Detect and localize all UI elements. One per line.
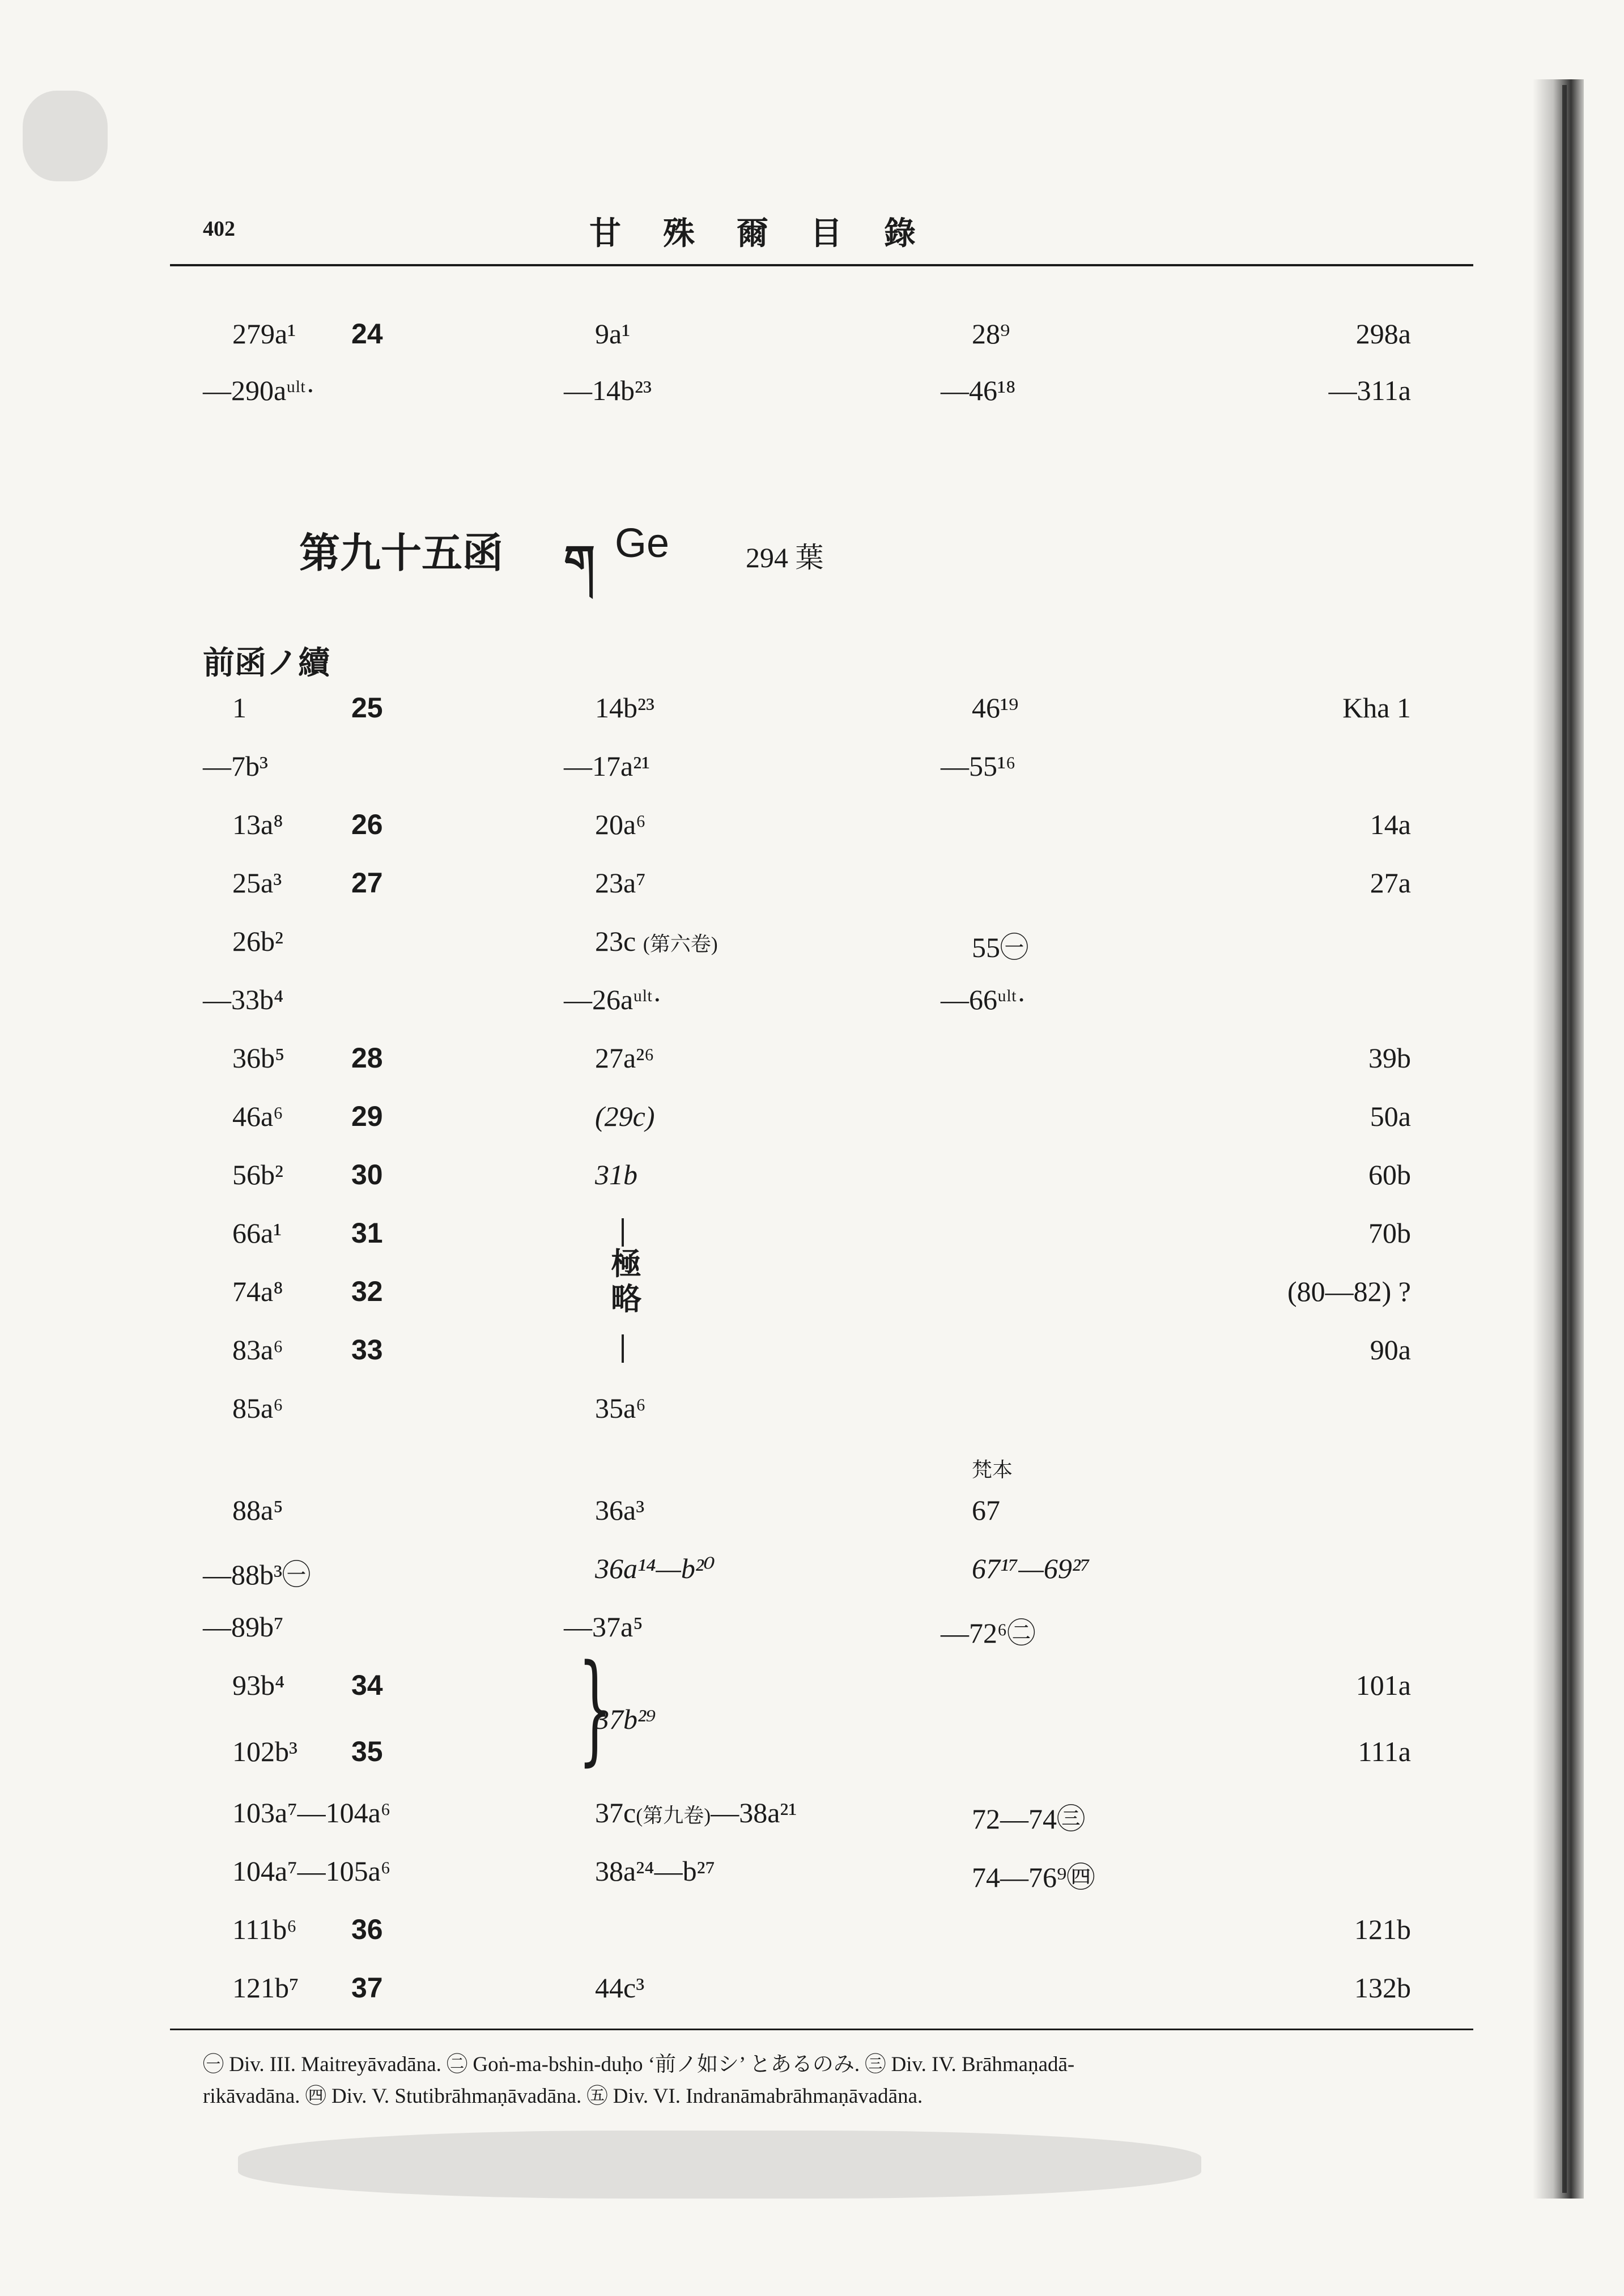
tibetan-letter: ག <box>564 537 595 586</box>
brace-reference: 37b²⁹ <box>595 1703 656 1735</box>
row-col5: 111a <box>1358 1736 1411 1767</box>
row-col1: 85a⁶ <box>232 1392 283 1424</box>
row-col4: 74—76⁹㊃ <box>972 1861 1095 1893</box>
row-col1: 25a³ <box>232 867 282 899</box>
row-col2: 35 <box>351 1736 383 1767</box>
row-col3-value: 37c <box>595 1797 636 1829</box>
row-col3: 31b <box>595 1159 637 1190</box>
page-number: 402 <box>203 217 235 241</box>
header-rule <box>170 264 1473 266</box>
row-col3: —37a⁵ <box>564 1611 643 1643</box>
row-col3 <box>595 1796 797 1829</box>
row-col5: 90a <box>1370 1334 1411 1366</box>
top-row-1-col3: 9a¹ <box>595 318 631 350</box>
row-col2: 37 <box>351 1972 383 2004</box>
row-col3 <box>595 925 718 958</box>
running-header: 甘 殊 爾 目 錄 <box>589 216 933 252</box>
row-col1: 103a⁷—104a⁶ <box>232 1797 391 1829</box>
row-col3: 20a⁶ <box>595 809 646 840</box>
row-col3: 23a⁷ <box>595 867 646 899</box>
row-col1: 56b² <box>232 1159 283 1190</box>
top-row-1-col2: 24 <box>351 318 383 350</box>
row-col3: 35a⁶ <box>595 1392 646 1424</box>
row-col5: 70b <box>1368 1217 1411 1249</box>
row-col5: (80—82) ? <box>1287 1275 1411 1307</box>
subtitle: 前函ノ續 <box>203 646 330 681</box>
top-row-1-col4: 28⁹ <box>972 318 1010 350</box>
row-col5: 39b <box>1368 1042 1411 1074</box>
row-col3: 36a³ <box>595 1494 645 1526</box>
row-col1: 111b⁶ <box>232 1914 297 1945</box>
brace-icon: } <box>578 1639 613 1778</box>
row-col4: 72—74㊂ <box>972 1803 1085 1835</box>
row-col2: 31 <box>351 1217 383 1249</box>
row-col1: 83a⁶ <box>232 1334 283 1366</box>
row-col5: 132b <box>1354 1972 1411 2004</box>
footnote-line-2: rikāvadāna. ㊃ Div. V. Stutibrāhmaṇāvadāna. ㊄ Div. VI. Indranāmabrāhmaṇāvadāna. <box>203 2085 923 2108</box>
row-col2: 27 <box>351 867 383 899</box>
row-col3: 44c³ <box>595 1972 645 2004</box>
top-row-2-col1: —290aᵘˡᵗ· <box>203 375 316 406</box>
row-col3-note: (第六卷) <box>643 933 718 955</box>
row-col1: —33b⁴ <box>203 984 284 1015</box>
row-col4: 67¹⁷—69²⁷ <box>972 1553 1091 1584</box>
row-col2: 34 <box>351 1669 383 1701</box>
top-row-2-col4: —46¹⁸ <box>941 375 1016 406</box>
row-col2: 30 <box>351 1159 383 1190</box>
section-leaves: 294 葉 <box>746 542 824 573</box>
row-col3: 36a¹⁴—b²⁰ <box>595 1553 715 1584</box>
row-col3: 38a²⁴—b²⁷ <box>595 1855 716 1887</box>
row-col2: 28 <box>351 1042 383 1074</box>
row-col5: 14a <box>1370 809 1411 840</box>
row-col3: (29c) <box>595 1100 655 1132</box>
row-col5: 50a <box>1370 1100 1411 1132</box>
row-col3-tail: —38a²¹ <box>711 1797 797 1829</box>
row-col5: 121b <box>1354 1914 1411 1945</box>
row-col4: —66ᵘˡᵗ· <box>941 984 1026 1015</box>
scan-noise <box>23 91 108 181</box>
row-col1: 13a⁸ <box>232 809 283 840</box>
vertical-bar-bottom <box>622 1334 624 1363</box>
row-col1: 93b⁴ <box>232 1669 285 1701</box>
row-col3-value: 23c <box>595 925 636 957</box>
vertical-bar-top <box>622 1218 624 1247</box>
row-col4: —55¹⁶ <box>941 750 1016 782</box>
row-col1: 1 <box>232 692 246 724</box>
row-col1: —88b³㊀ <box>203 1559 311 1591</box>
row-col2: 33 <box>351 1334 383 1366</box>
row-col1: 46a⁶ <box>232 1100 283 1132</box>
top-row-2-col3: —14b²³ <box>564 375 652 406</box>
row-col4: 55㊀ <box>972 932 1028 963</box>
row-col1: 88a⁵ <box>232 1494 283 1526</box>
row-col1: 121b⁷ <box>232 1972 299 2004</box>
section-title: 第九十五函 <box>299 531 504 576</box>
row-col5: Kha 1 <box>1342 692 1411 724</box>
row-col1: 104a⁷—105a⁶ <box>232 1855 391 1887</box>
footnote-line-1: ㊀ Div. III. Maitreyāvadāna. ㊁ Goṅ-ma-bshin-duḥo ‘前ノ如シ’ とあるのみ. ㊂ Div. IV. Brāhmaṇadā- <box>203 2053 1075 2076</box>
footnote-rule <box>170 2029 1473 2030</box>
row-col3: 14b²³ <box>595 692 654 724</box>
top-row-2-col5: —311a <box>1328 375 1411 406</box>
row-col1: 66a¹ <box>232 1217 282 1249</box>
row-col1: —7b³ <box>203 750 268 782</box>
row-col4: —72⁶㊁ <box>941 1617 1036 1649</box>
vertical-note: 極略 <box>611 1247 641 1316</box>
row-col3-note: (第九卷) <box>636 1804 711 1827</box>
row-col1: 102b³ <box>232 1736 297 1767</box>
row-col5: 60b <box>1368 1159 1411 1190</box>
top-row-1-col1: 279a¹ <box>232 318 296 350</box>
top-row-1-col5: 298a <box>1355 318 1411 350</box>
row-col3: 27a²⁶ <box>595 1042 654 1074</box>
row-col4: 67 <box>972 1494 1000 1526</box>
row-col3: —17a²¹ <box>564 750 651 782</box>
row-col5: 27a <box>1370 867 1411 899</box>
row-col1: —89b⁷ <box>203 1611 284 1643</box>
book-spine-line <box>1562 85 1567 2193</box>
row-col2: 32 <box>351 1275 383 1307</box>
book-edge-shadow <box>1533 79 1584 2199</box>
row-col2: 26 <box>351 809 383 840</box>
row-col4: 46¹⁹ <box>972 692 1019 724</box>
row-col2: 25 <box>351 692 383 724</box>
section-roman: Ge <box>615 521 670 566</box>
row-col2: 36 <box>351 1914 383 1945</box>
scan-noise <box>238 2131 1201 2199</box>
row-col1: 26b² <box>232 925 283 957</box>
row-col3: —26aᵘˡᵗ· <box>564 984 662 1015</box>
row-col5: 101a <box>1355 1669 1411 1701</box>
sanskrit-text-label: 梵本 <box>972 1459 1013 1481</box>
row-col1: 36b⁵ <box>232 1042 285 1074</box>
row-col2: 29 <box>351 1100 383 1132</box>
row-col1: 74a⁸ <box>232 1275 283 1307</box>
